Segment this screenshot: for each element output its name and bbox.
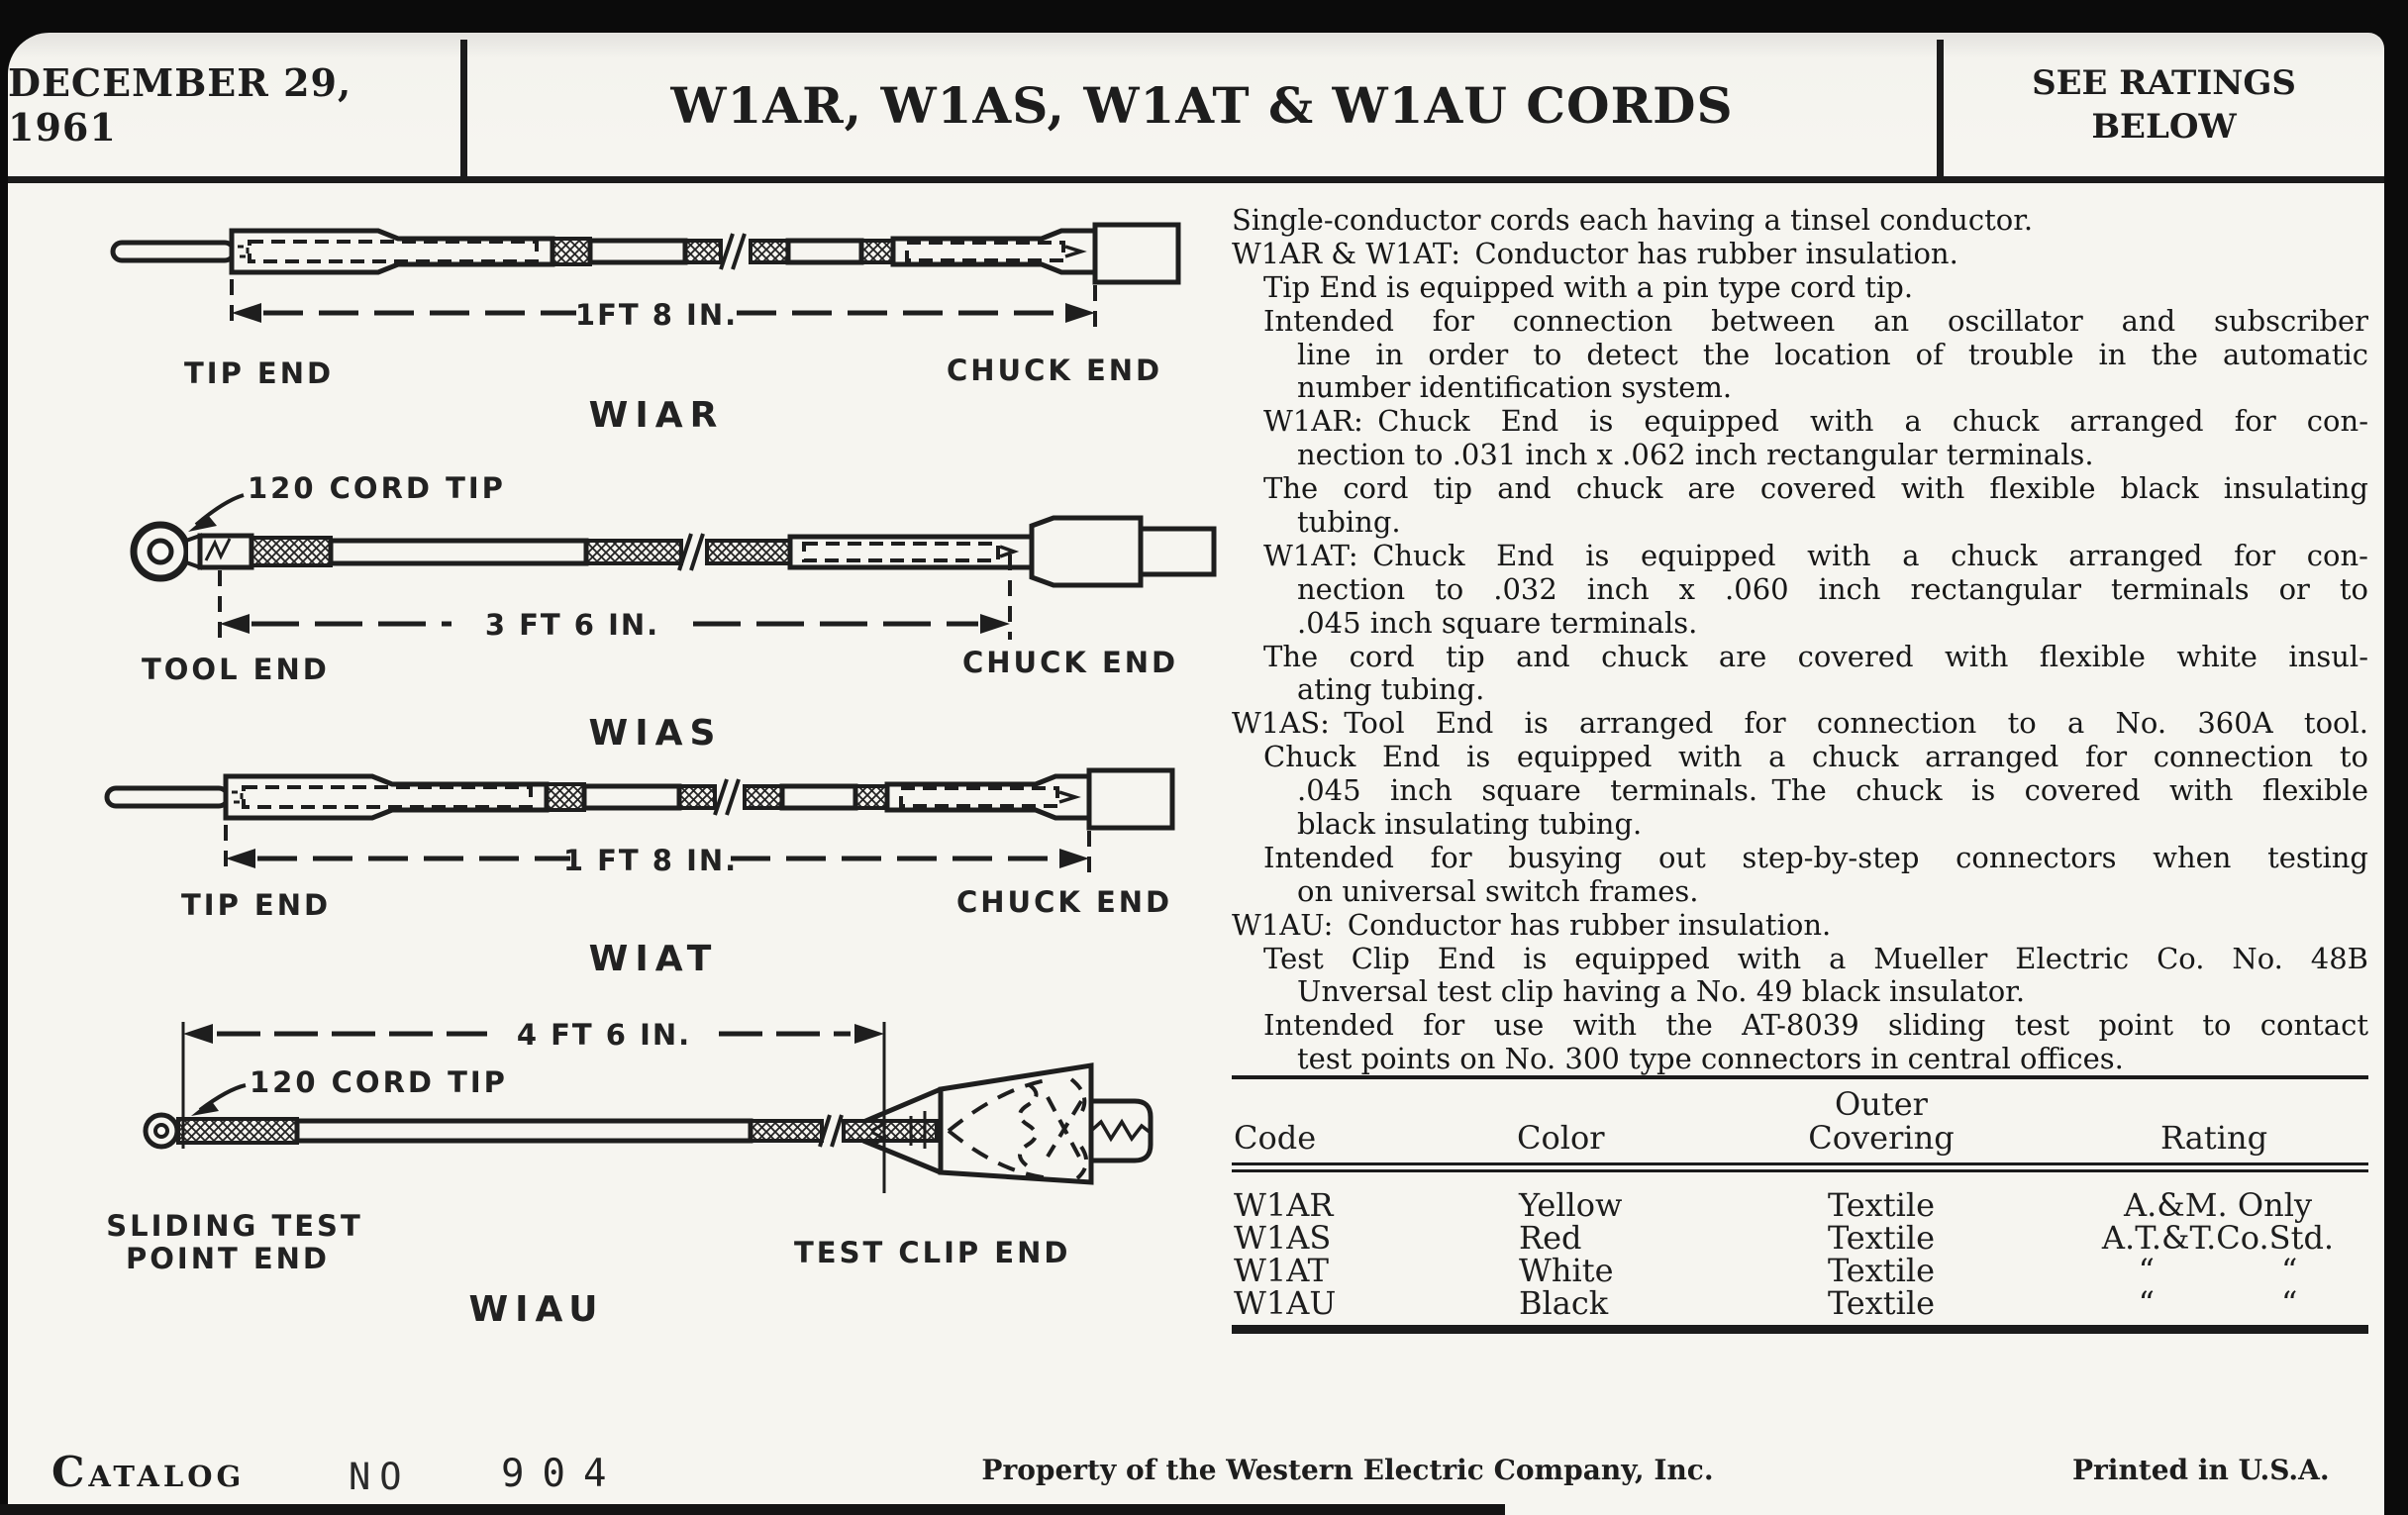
wias-cord-tip-callout: 120 CORD TIP xyxy=(248,471,506,505)
issue-date: DECEMBER 29, 1961 xyxy=(8,60,352,150)
ratings-note-line1: SEE RATINGS xyxy=(2032,63,2296,103)
description-line: W1AT: Chuck End is equipped with a chuck arranged for con- xyxy=(1263,538,2368,572)
description-line: Unversal test clip having a No. 49 black insulator. xyxy=(1297,974,2026,1009)
description-line: nection to .031 inch x .062 inch rectangular terminals. xyxy=(1297,438,2094,472)
description-line: nection to .032 inch x .060 inch rectangular terminals or to xyxy=(1297,571,2368,606)
catalog-label: Catalog xyxy=(51,1448,246,1496)
wiar-caption: WIAR xyxy=(588,395,725,436)
wiat-tip-end-label: TIP END xyxy=(181,888,332,922)
cell-color: Yellow xyxy=(1519,1186,1623,1224)
cell-rating: “ “ xyxy=(2138,1252,2298,1289)
description-line: test points on No. 300 type connectors in central offices. xyxy=(1297,1042,2124,1076)
column-header-rating: Rating xyxy=(2159,1119,2268,1157)
header-divider-right xyxy=(1937,40,1944,177)
description-line: Tip End is equipped with a pin type cord tip. xyxy=(1263,269,1914,304)
cell-code: W1AR xyxy=(1234,1186,1334,1224)
wiar-chuck-end-label: CHUCK END xyxy=(947,354,1163,387)
wias-tool-end-label: TOOL END xyxy=(142,653,330,686)
wias-dimension-label: 3 FT 6 IN. xyxy=(484,608,660,642)
description-line: .045 inch square terminals. The chuck is covered with flexible xyxy=(1297,773,2368,808)
cell-rating: A.T.&T.Co.Std. xyxy=(2101,1219,2335,1257)
catalog-no-label: NO xyxy=(349,1456,411,1498)
wias-caption: WIAS xyxy=(588,713,723,754)
ratings-note xyxy=(1944,33,2384,177)
wiar-tip-end-label: TIP END xyxy=(184,356,335,390)
wiau-caption: WIAU xyxy=(468,1289,605,1330)
description-line: on universal switch frames. xyxy=(1297,873,1699,908)
cell-covering: Textile xyxy=(1827,1284,1936,1322)
table-rule-double-upper xyxy=(1232,1162,2368,1165)
page-title: W1AR, W1AS, W1AT & W1AU CORDS xyxy=(670,75,1734,135)
description-line: line in order to detect the location of trouble in the automatic xyxy=(1297,337,2368,371)
wiau-sliding-test-label-line1: SLIDING TEST xyxy=(106,1209,363,1243)
description-line: Single-conductor cords each having a tinsel conductor. xyxy=(1232,203,2034,237)
description-line: Intended for connection between an oscillator and subscriber xyxy=(1263,303,2368,338)
column-header-covering-line2: Covering xyxy=(1808,1119,1955,1157)
wiat-caption: WIAT xyxy=(588,939,719,979)
wiar-dimension-label: 1FT 8 IN. xyxy=(574,298,739,332)
description-line: Intended for use with the AT-8039 sliding test point to contact xyxy=(1263,1008,2368,1043)
table-row xyxy=(1232,1219,2368,1257)
cell-color: Red xyxy=(1519,1219,1582,1257)
cell-color: Black xyxy=(1519,1284,1609,1322)
description-line: black insulating tubing. xyxy=(1297,807,1643,842)
description-line: Chuck End is equipped with a chuck arranged for connection to xyxy=(1263,740,2368,774)
cell-covering: Textile xyxy=(1827,1186,1936,1224)
column-header-covering-line1: Outer xyxy=(1835,1085,1928,1123)
cell-covering: Textile xyxy=(1827,1252,1936,1289)
description-line: number identification system. xyxy=(1297,370,1733,405)
cell-code: W1AU xyxy=(1234,1284,1337,1322)
wiat-chuck-end-label: CHUCK END xyxy=(956,885,1173,919)
wiau-cord-tip-callout: 120 CORD TIP xyxy=(250,1065,508,1099)
description-line: W1AR & W1AT: Conductor has rubber insulation. xyxy=(1232,236,1958,270)
table-rule-top xyxy=(1232,1075,2368,1079)
description-line: Test Clip End is equipped with a Mueller Electric Co. No. 48B xyxy=(1263,941,2368,975)
cell-covering: Textile xyxy=(1827,1219,1936,1257)
cell-color: White xyxy=(1519,1252,1614,1289)
table-row xyxy=(1232,1284,2368,1322)
wiat-dimension-label: 1 FT 8 IN. xyxy=(562,844,739,877)
wias-cord-drawing xyxy=(134,495,1214,640)
cell-rating: A.&M. Only xyxy=(2123,1186,2313,1224)
wias-chuck-end-label: CHUCK END xyxy=(962,646,1179,679)
column-header-code: Code xyxy=(1234,1119,1317,1157)
description-line: W1AR: Chuck End is equipped with a chuck arranged for con- xyxy=(1263,404,2368,439)
ratings-note-line2: BELOW xyxy=(2091,107,2237,147)
cell-code: W1AS xyxy=(1234,1219,1332,1257)
description-line: Intended for busying out step-by-step connectors when testing xyxy=(1263,840,2368,874)
description-line: .045 inch square terminals. xyxy=(1297,605,1698,640)
printed-note: Printed in U.S.A. xyxy=(2072,1454,2330,1486)
table-row xyxy=(1232,1252,2368,1289)
column-header-color: Color xyxy=(1517,1119,1605,1157)
description-block xyxy=(1232,204,2368,1076)
description-line: The cord tip and chuck are covered with flexible black insulating xyxy=(1263,471,2368,506)
cell-code: W1AT xyxy=(1234,1252,1329,1289)
cell-rating: “ “ xyxy=(2138,1284,2298,1322)
wiau-sliding-test-label-line2: POINT END xyxy=(126,1242,330,1275)
table-row xyxy=(1232,1186,2368,1224)
description-line: tubing. xyxy=(1297,505,1401,540)
property-note: Property of the Western Electric Company, Inc. xyxy=(981,1454,1714,1486)
description-line: W1AU: Conductor has rubber insulation. xyxy=(1232,907,1832,942)
description-line: ating tubing. xyxy=(1297,672,1485,707)
wiau-dimension-label: 4 FT 6 IN. xyxy=(516,1018,692,1052)
table-rule-double-lower xyxy=(1232,1169,2368,1172)
description-line: W1AS: Tool End is arranged for connection to a No. 360A tool. xyxy=(1232,706,2368,741)
catalog-number: 904 xyxy=(501,1452,625,1496)
wiau-test-clip-label: TEST CLIP END xyxy=(794,1236,1071,1269)
description-line: The cord tip and chuck are covered with flexible white insul- xyxy=(1263,639,2368,673)
table-rule-bottom xyxy=(1232,1325,2368,1334)
